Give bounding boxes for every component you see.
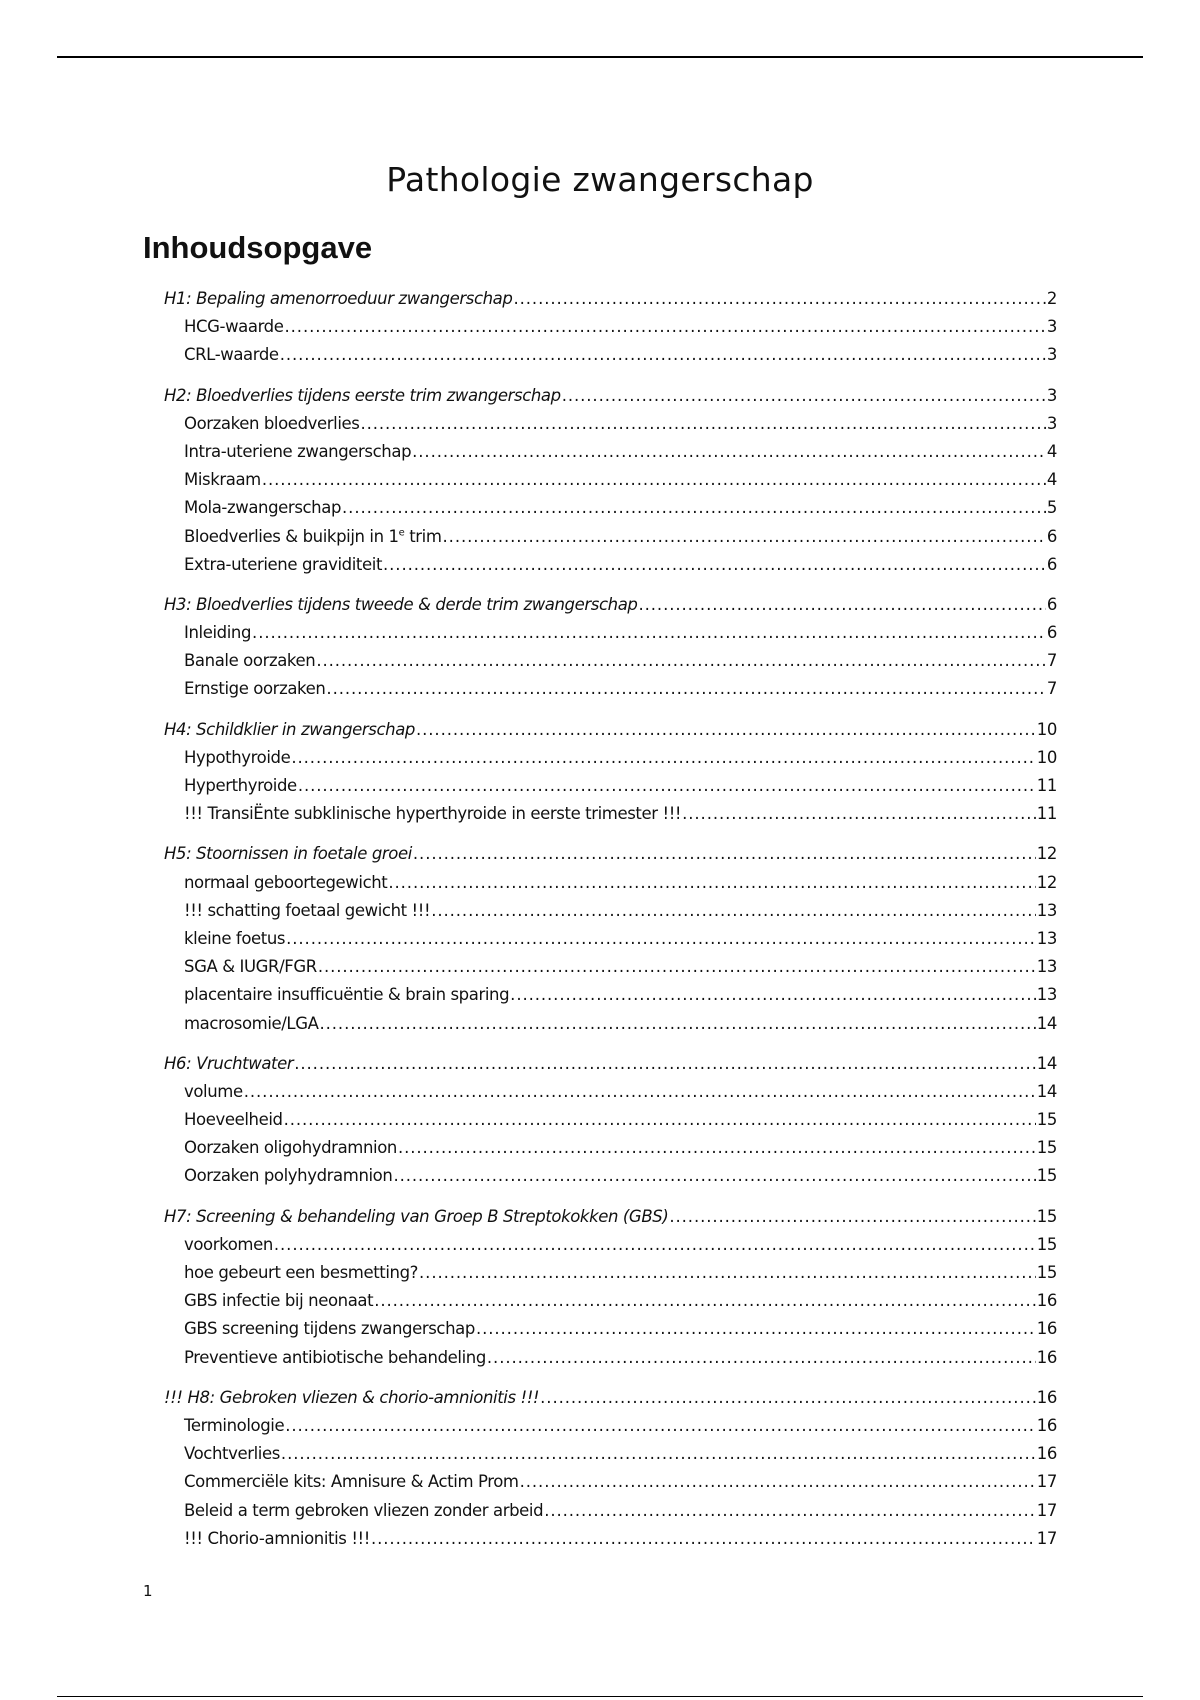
toc-subentry-label: CRL-waarde <box>184 345 279 365</box>
toc-subentry[interactable] <box>164 313 1057 341</box>
toc-page-number: 4 <box>1046 470 1057 490</box>
toc-dot-leader <box>412 438 1046 466</box>
toc-subentry[interactable] <box>164 675 1057 703</box>
toc-section <box>164 716 1057 829</box>
toc-dot-leader <box>443 523 1046 551</box>
toc-subentry[interactable] <box>164 466 1057 494</box>
toc-subentry[interactable] <box>164 619 1057 647</box>
toc-subentry[interactable] <box>164 800 1057 828</box>
toc-subentry[interactable] <box>164 925 1057 953</box>
toc-subentry-label: macrosomie/LGA <box>184 1013 319 1033</box>
toc-dot-leader <box>540 1384 1036 1412</box>
toc-subentry[interactable] <box>164 1440 1057 1468</box>
toc-page-number: 12 <box>1036 844 1057 864</box>
toc-subentry[interactable] <box>164 1259 1057 1287</box>
toc-page-number: 17 <box>1036 1472 1057 1492</box>
toc-subentry[interactable] <box>164 897 1057 925</box>
toc-subentry-label: Intra-uteriene zwangerschap <box>184 441 412 461</box>
toc-page-number: 11 <box>1036 804 1057 824</box>
toc-dot-leader <box>476 1315 1036 1343</box>
toc-subentry-label: Preventieve antibiotische behandeling <box>184 1347 486 1367</box>
toc-dot-leader <box>682 800 1036 828</box>
toc-dot-leader <box>342 494 1046 522</box>
toc-dot-leader <box>262 466 1046 494</box>
toc-chapter-label: !!! H8: Gebroken vliezen & chorio-amnionitis !!! <box>164 1387 540 1407</box>
toc-dot-leader <box>520 1468 1036 1496</box>
toc-subentry-label: Oorzaken polyhydramnion <box>184 1166 393 1186</box>
toc-dot-leader <box>320 1010 1036 1038</box>
toc-subentry-label: Oorzaken bloedverlies <box>184 413 360 433</box>
toc-subentry-label: Ernstige oorzaken <box>184 679 326 699</box>
toc-subentry[interactable] <box>164 647 1057 675</box>
toc-subentry[interactable] <box>164 1525 1057 1553</box>
toc-chapter-label: H2: Bloedverlies tijdens eerste trim zwangerschap <box>164 385 561 405</box>
toc-chapter-entry[interactable] <box>164 285 1057 313</box>
toc-subentry[interactable] <box>164 772 1057 800</box>
toc-dot-leader <box>371 1525 1036 1553</box>
toc-subentry[interactable] <box>164 1287 1057 1315</box>
toc-page-number: 6 <box>1046 623 1057 643</box>
toc-page-number: 6 <box>1046 554 1057 574</box>
toc-dot-leader <box>669 1203 1035 1231</box>
toc-page-number: 4 <box>1046 441 1057 461</box>
toc-section <box>164 1050 1057 1191</box>
toc-page-number: 16 <box>1036 1415 1057 1435</box>
toc-subentry-label: Banale oorzaken <box>184 651 316 671</box>
toc-page-number: 11 <box>1036 776 1057 795</box>
toc-subentry[interactable] <box>164 1497 1057 1525</box>
toc-page-number: 3 <box>1046 413 1057 433</box>
toc-subentry[interactable] <box>164 551 1057 579</box>
toc-page-number: 16 <box>1036 1387 1057 1407</box>
toc-chapter-label: H4: Schildklier in zwangerschap <box>164 719 415 739</box>
toc-dot-leader <box>388 869 1035 897</box>
toc-page-number: 16 <box>1036 1444 1057 1464</box>
toc-dot-leader <box>360 410 1045 438</box>
toc-dot-leader <box>487 1344 1036 1372</box>
toc-subentry[interactable] <box>164 1106 1057 1134</box>
toc-subentry-label: Oorzaken oligohydramnion <box>184 1138 397 1158</box>
toc-subentry[interactable] <box>164 1412 1057 1440</box>
toc-page-number: 13 <box>1036 900 1057 920</box>
toc-section <box>164 840 1057 1037</box>
toc-page-number: 7 <box>1046 651 1057 671</box>
toc-subentry[interactable] <box>164 1162 1057 1190</box>
toc-chapter-entry[interactable] <box>164 591 1057 619</box>
toc-page-number: 16 <box>1036 1347 1057 1367</box>
toc-subentry-label: !!! TransiËnte subklinische hyperthyroide in eerste trimester !!! <box>184 804 682 824</box>
toc-page-number: 13 <box>1036 928 1057 948</box>
toc-subentry-label: placentaire insufficuëntie & brain sparing <box>184 985 510 1005</box>
toc-subentry-label: Bloedverlies & buikpijn in 1e trim <box>184 526 442 546</box>
toc-subentry[interactable] <box>164 869 1057 897</box>
toc-page-number: 15 <box>1036 1166 1057 1186</box>
toc-dot-leader <box>298 772 1036 800</box>
toc-dot-leader <box>286 925 1036 953</box>
toc-subentry-label: voorkomen <box>184 1234 273 1254</box>
toc-subentry[interactable] <box>164 953 1057 981</box>
toc-dot-leader <box>285 1412 1036 1440</box>
toc-chapter-label: H1: Bepaling amenorroeduur zwangerschap <box>164 289 513 308</box>
toc-chapter-entry[interactable] <box>164 1384 1057 1412</box>
footer-rule <box>57 1696 1143 1697</box>
toc-subentry-label: normaal geboortegewicht <box>184 872 388 892</box>
toc-dot-leader <box>316 647 1046 675</box>
toc-dot-leader <box>252 619 1046 647</box>
toc-dot-leader <box>318 953 1036 981</box>
toc-subentry-label: Hyperthyroide <box>184 776 297 795</box>
toc-subentry[interactable] <box>164 1134 1057 1162</box>
toc-dot-leader <box>638 591 1045 619</box>
toc-chapter-label: H6: Vruchtwater <box>164 1053 294 1073</box>
table-of-contents <box>164 285 1057 1565</box>
toc-subentry[interactable] <box>164 1010 1057 1038</box>
toc-page-number: 14 <box>1036 1013 1057 1033</box>
toc-subentry-label: Vochtverlies <box>184 1444 280 1464</box>
toc-section <box>164 285 1057 370</box>
toc-subentry[interactable] <box>164 523 1057 551</box>
toc-dot-leader <box>562 382 1046 410</box>
document-title: Pathologie zwangerschap <box>386 160 814 199</box>
toc-dot-leader <box>244 1078 1036 1106</box>
toc-subentry[interactable] <box>164 1344 1057 1372</box>
toc-dot-leader <box>513 285 1045 313</box>
toc-chapter-label: H5: Stoornissen in foetale groei <box>164 844 412 864</box>
toc-dot-leader <box>419 1259 1036 1287</box>
toc-subentry-label: HCG-waarde <box>184 317 284 337</box>
toc-heading: Inhoudsopgave <box>143 230 373 265</box>
toc-dot-leader <box>274 1231 1036 1259</box>
toc-subentry[interactable] <box>164 744 1057 772</box>
toc-chapter-entry[interactable] <box>164 1203 1057 1231</box>
toc-chapter-label: H3: Bloedverlies tijdens tweede & derde trim zwangerschap <box>164 594 638 614</box>
toc-page-number: 3 <box>1046 345 1057 365</box>
toc-subentry-label: Commerciële kits: Amnisure & Actim Prom <box>184 1472 519 1492</box>
toc-chapter-entry[interactable] <box>164 382 1057 410</box>
toc-chapter-entry[interactable] <box>164 1050 1057 1078</box>
toc-page-number: 3 <box>1046 385 1057 405</box>
toc-page-number: 6 <box>1046 594 1057 614</box>
toc-section <box>164 1203 1057 1372</box>
toc-subentry[interactable] <box>164 1315 1057 1343</box>
toc-page-number: 15 <box>1036 1138 1057 1158</box>
toc-subentry-label: Beleid a term gebroken vliezen zonder arbeid <box>184 1500 544 1520</box>
toc-section <box>164 1384 1057 1553</box>
toc-subentry-label: GBS infectie bij neonaat <box>184 1291 374 1311</box>
toc-page-number: 7 <box>1046 679 1057 699</box>
toc-dot-leader <box>510 981 1036 1009</box>
toc-subentry-label: !!! Chorio-amnionitis !!! <box>184 1528 370 1548</box>
toc-dot-leader <box>281 1440 1036 1468</box>
toc-page-number: 2 <box>1046 289 1057 308</box>
toc-page-number: 15 <box>1036 1206 1057 1226</box>
toc-subentry-label: Inleiding <box>184 623 252 643</box>
page-number: 1 <box>143 1582 153 1600</box>
toc-chapter-label: H7: Screening & behandeling van Groep B Streptokokken (GBS) <box>164 1206 669 1226</box>
toc-subentry-label: SGA & IUGR/FGR <box>184 957 317 977</box>
toc-subentry[interactable] <box>164 1078 1057 1106</box>
toc-subentry-label: Hoeveelheid <box>184 1110 283 1130</box>
toc-dot-leader <box>291 744 1035 772</box>
toc-dot-leader <box>398 1134 1036 1162</box>
toc-subentry-label: kleine foetus <box>184 928 286 948</box>
toc-dot-leader <box>413 840 1036 868</box>
toc-page-number: 16 <box>1036 1291 1057 1311</box>
toc-dot-leader <box>544 1497 1036 1525</box>
toc-dot-leader <box>383 551 1046 579</box>
toc-subentry-label: Hypothyroide <box>184 747 291 767</box>
toc-page-number: 10 <box>1036 719 1057 739</box>
toc-page-number: 16 <box>1036 1319 1057 1339</box>
toc-dot-leader <box>326 675 1045 703</box>
toc-subentry[interactable] <box>164 981 1057 1009</box>
toc-chapter-entry[interactable] <box>164 716 1057 744</box>
toc-page-number: 13 <box>1036 957 1057 977</box>
toc-section <box>164 382 1057 579</box>
toc-subentry[interactable] <box>164 410 1057 438</box>
toc-page-number: 17 <box>1036 1528 1057 1548</box>
toc-subentry-label: volume <box>184 1081 243 1101</box>
toc-dot-leader <box>285 313 1046 341</box>
toc-subentry-label: Miskraam <box>184 470 261 490</box>
toc-dot-leader <box>294 1050 1036 1078</box>
toc-subentry-label: hoe gebeurt een besmetting? <box>184 1263 419 1282</box>
toc-subentry[interactable] <box>164 341 1057 369</box>
toc-subentry-label: Mola-zwangerschap <box>184 498 342 518</box>
toc-subentry-label: !!! schatting foetaal gewicht !!! <box>184 900 431 920</box>
toc-dot-leader <box>374 1287 1036 1315</box>
toc-page-number: 12 <box>1036 872 1057 892</box>
toc-chapter-entry[interactable] <box>164 840 1057 868</box>
toc-subentry-label: Extra-uteriene graviditeit <box>184 554 383 574</box>
toc-page-number: 15 <box>1036 1234 1057 1254</box>
toc-subentry[interactable] <box>164 494 1057 522</box>
toc-page-number: 10 <box>1036 747 1057 767</box>
toc-page-number: 15 <box>1036 1110 1057 1130</box>
toc-dot-leader <box>284 1106 1036 1134</box>
toc-subentry[interactable] <box>164 1231 1057 1259</box>
toc-page-number: 15 <box>1036 1263 1057 1282</box>
toc-page-number: 6 <box>1046 526 1057 546</box>
toc-subentry-label: Terminologie <box>184 1415 285 1435</box>
toc-page-number: 13 <box>1036 985 1057 1005</box>
toc-subentry-label: GBS screening tijdens zwangerschap <box>184 1319 475 1339</box>
toc-dot-leader <box>416 716 1036 744</box>
toc-dot-leader <box>431 897 1036 925</box>
toc-page-number: 5 <box>1046 498 1057 518</box>
toc-section <box>164 591 1057 704</box>
header-rule <box>57 56 1143 58</box>
toc-page-number: 3 <box>1046 317 1057 337</box>
toc-dot-leader <box>280 341 1046 369</box>
toc-page-number: 14 <box>1036 1081 1057 1101</box>
toc-subentry[interactable] <box>164 438 1057 466</box>
toc-page-number: 14 <box>1036 1053 1057 1073</box>
toc-page-number: 17 <box>1036 1500 1057 1520</box>
toc-subentry[interactable] <box>164 1468 1057 1496</box>
toc-dot-leader <box>393 1162 1035 1190</box>
